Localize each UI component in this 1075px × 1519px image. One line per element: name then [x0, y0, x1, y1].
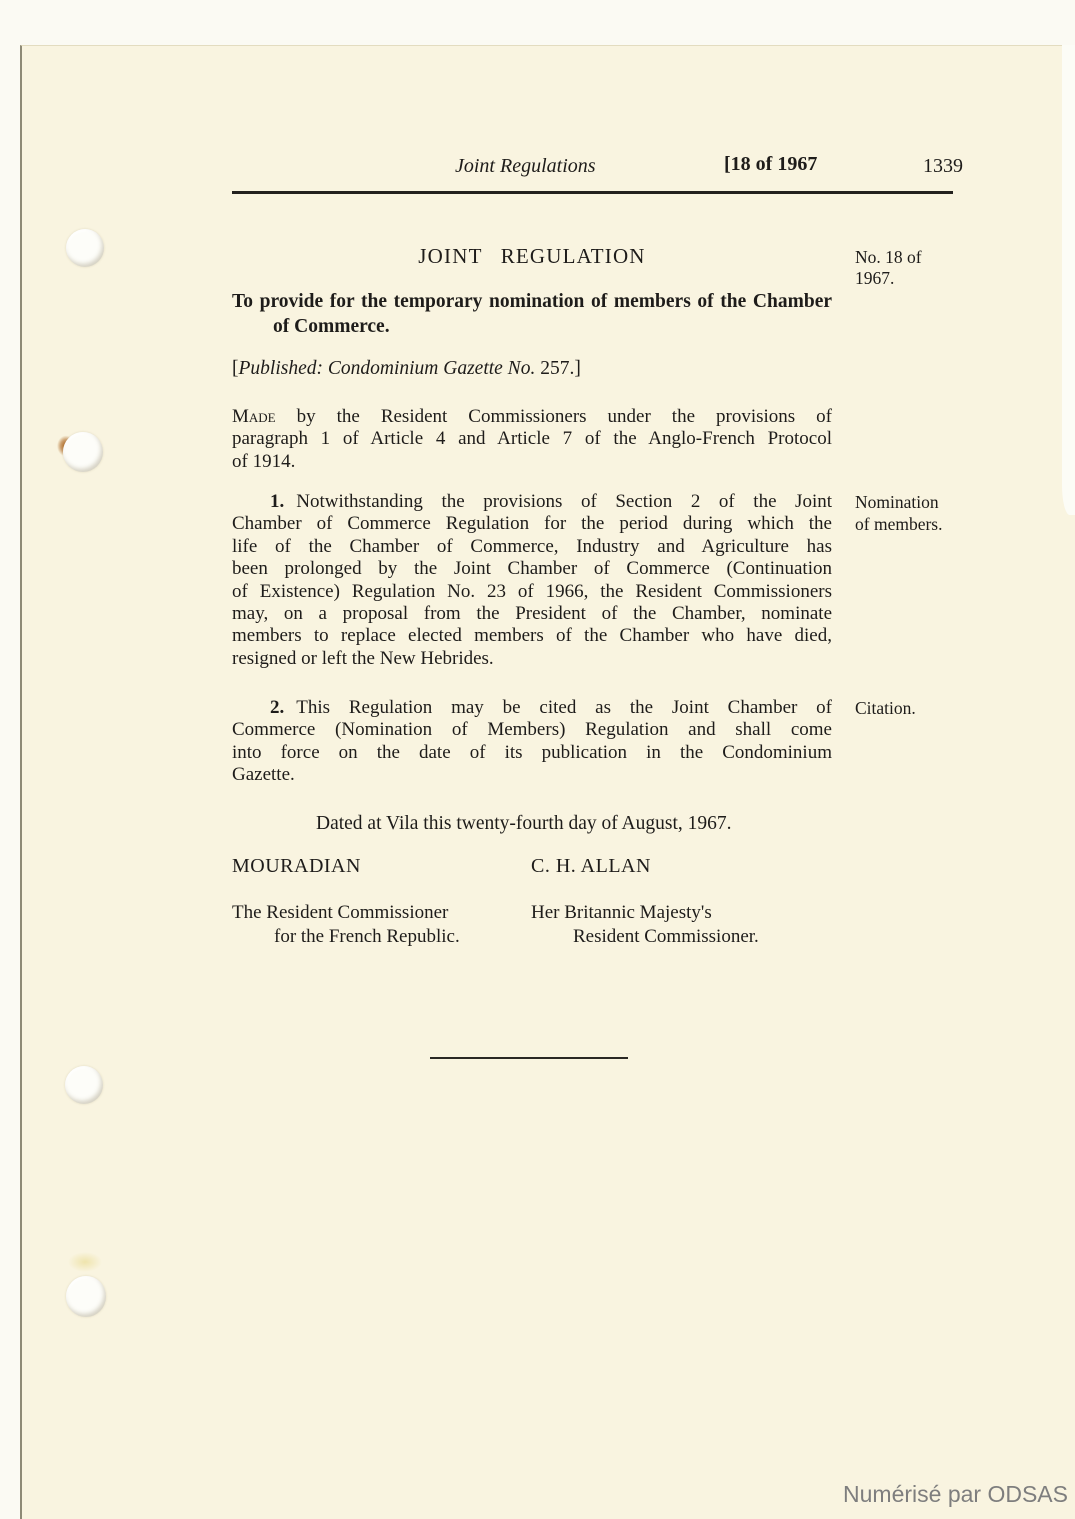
punch-hole-2 — [63, 432, 103, 472]
end-separator-rule — [430, 1057, 628, 1059]
running-header-issue: [18 of 1967 — [724, 153, 818, 175]
margin-note-citation — [855, 698, 970, 720]
side-number-line-2: 1967. — [855, 268, 895, 288]
section-1-line-8: resigned or left the New Hebrides. — [232, 647, 494, 669]
running-header-page-number: 1339 — [923, 155, 963, 177]
section-1-number: 1. — [270, 491, 285, 512]
punch-hole-1 — [66, 229, 104, 267]
section-1-line-1-text: Notwithstanding the provisions of Section 2 of the Joint — [296, 491, 832, 512]
published-roman-tail: 257.] — [535, 358, 581, 379]
section-1-line-1 — [232, 491, 832, 513]
section-2-line-3: into force on the date of its publication in the Condominium — [232, 741, 832, 763]
section-1-line-4: been prolonged by the Joint Chamber of Commerce (Continuation — [232, 558, 832, 580]
section-2-line-1 — [232, 697, 832, 719]
long-title-line-1: To provide for the temporary nomination of members of the Chamber — [232, 291, 832, 312]
section-2-line-1-text: This Regulation may be cited as the Joint Chamber of — [296, 697, 832, 718]
signature-title-british — [531, 901, 759, 948]
section-2-paragraph — [232, 697, 832, 787]
preamble-paragraph — [232, 406, 832, 473]
long-title — [232, 289, 832, 339]
signature-title-french-line-2: for the French Republic. — [274, 925, 460, 947]
section-1-line-5: of Existence) Regulation No. 23 of 1966, the Resident Commissioners — [232, 580, 832, 602]
paper-stain — [68, 1252, 102, 1272]
side-number-line-1: No. 18 of — [855, 247, 922, 267]
preamble-line-1 — [232, 406, 832, 428]
signature-title-french-line-1: The Resident Commissioner — [232, 902, 449, 923]
punch-hole-4 — [66, 1276, 106, 1317]
signature-title-british-line-1: Her Britannic Majesty's — [531, 902, 712, 923]
section-1-paragraph — [232, 491, 832, 670]
signature-title-british-line-2: Resident Commissioner. — [573, 925, 759, 947]
published-line — [232, 358, 581, 380]
preamble-line-1-rest: by the Resident Commissioners under the provisions of — [275, 406, 832, 427]
punch-hole-3 — [65, 1066, 103, 1104]
section-2-number: 2. — [270, 697, 285, 718]
published-open-bracket: [ — [232, 358, 239, 379]
margin-note-nomination-line-2: of members. — [855, 513, 943, 534]
side-number-note — [855, 247, 970, 289]
section-2-line-2: Commerce (Nomination of Members) Regulation and shall come — [232, 719, 832, 741]
regulation-heading: JOINT REGULATION — [418, 244, 646, 268]
running-header-title: Joint Regulations — [455, 155, 596, 177]
margin-note-nomination-line-1: Nomination — [855, 492, 939, 512]
section-1-line-2: Chamber of Commerce Regulation for the period during which the — [232, 513, 832, 535]
signature-name-french: MOURADIAN — [232, 855, 361, 877]
header-rule — [232, 191, 953, 194]
signature-title-french — [232, 901, 460, 948]
signature-name-british: C. H. ALLAN — [531, 855, 651, 877]
margin-note-nomination — [855, 492, 970, 535]
dated-line: Dated at Vila this twenty-fourth day of August, 1967. — [316, 813, 732, 834]
section-1-line-7: members to replace elected members of the Chamber who have died, — [232, 625, 832, 647]
odsas-watermark: Numérisé par ODSAS — [843, 1481, 1068, 1507]
section-1-line-6: may, on a proposal from the President of the Chamber, nominate — [232, 603, 832, 625]
long-title-line-2: of Commerce. — [273, 316, 390, 337]
published-italic-text: Published: Condominium Gazette No. — [238, 358, 536, 379]
section-1-line-3: life of the Chamber of Commerce, Industry and Agriculture has — [232, 535, 832, 557]
section-2-line-4: Gazette. — [232, 764, 295, 786]
preamble-lead-smallcaps: Made — [232, 406, 276, 427]
paper-right-edge — [1062, 45, 1075, 515]
preamble-line-3: of 1914. — [232, 450, 296, 472]
margin-note-citation-line-1: Citation. — [855, 698, 916, 718]
preamble-line-2: paragraph 1 of Article 4 and Article 7 of the Anglo-French Protocol — [232, 428, 832, 450]
